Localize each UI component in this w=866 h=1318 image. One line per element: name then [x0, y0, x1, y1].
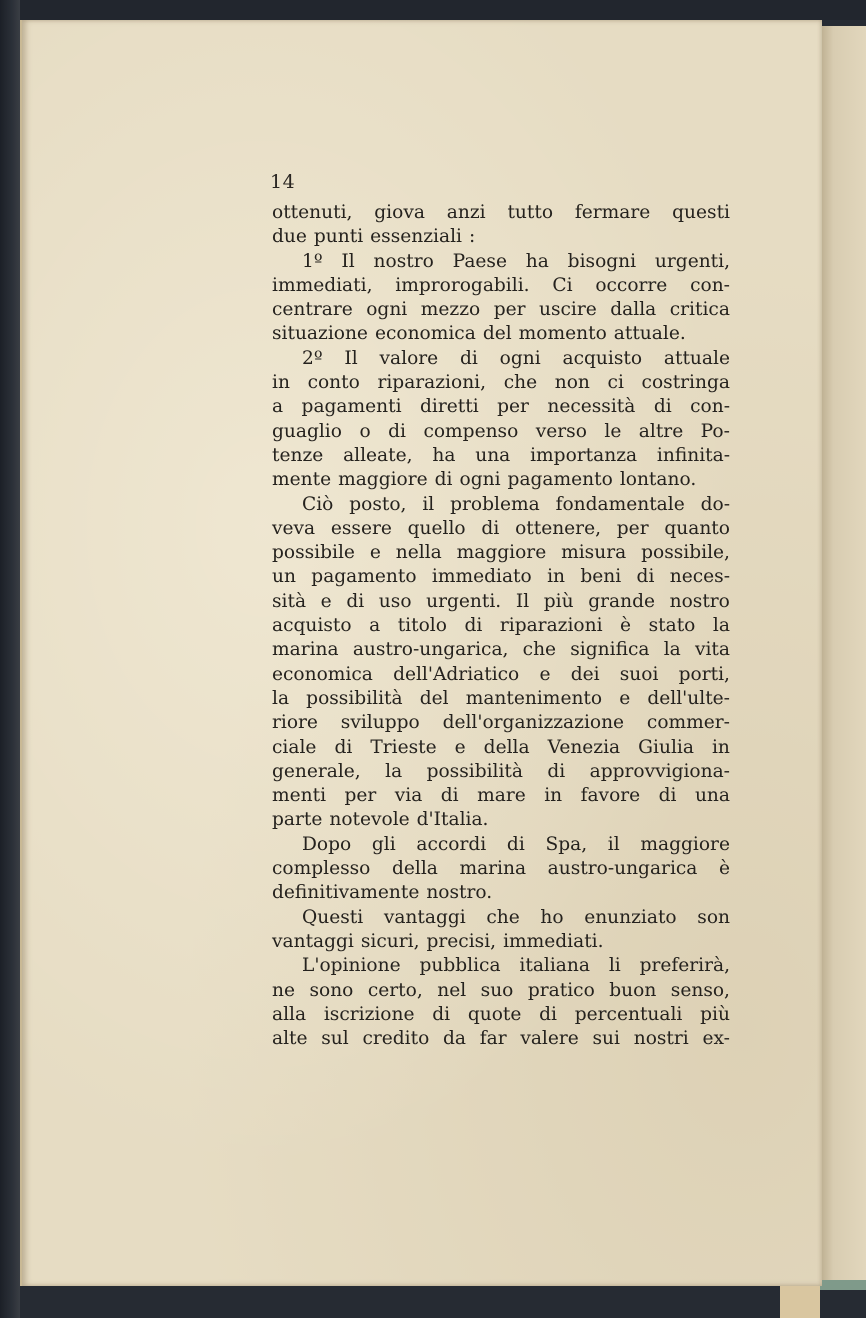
- word: sicuri,: [360, 930, 420, 952]
- text-line: [272, 614, 730, 638]
- word: dei: [570, 663, 600, 685]
- text-line: [272, 1003, 730, 1027]
- word: e: [539, 663, 551, 685]
- word: enunziato: [584, 906, 677, 928]
- text-line: [272, 808, 730, 832]
- text-line: [272, 565, 730, 589]
- word: sviluppo: [340, 712, 420, 734]
- bookmark-tab: [780, 1284, 820, 1318]
- word: punti: [313, 226, 364, 248]
- word: misura: [561, 542, 627, 564]
- text-line: [272, 833, 730, 857]
- text-line: [272, 347, 730, 371]
- word: conto: [307, 372, 360, 394]
- word: la: [385, 760, 403, 782]
- word: tenze: [272, 444, 324, 466]
- word: il: [422, 493, 435, 515]
- word: di: [658, 785, 677, 807]
- text-line: [272, 250, 730, 274]
- word: mente: [272, 469, 332, 491]
- word: della: [483, 736, 530, 758]
- word: nel: [437, 979, 467, 1001]
- word: notevole: [329, 809, 410, 831]
- word: fondamentale: [555, 493, 685, 515]
- word: possibile: [272, 542, 355, 564]
- text-line: [272, 857, 730, 881]
- word: per: [497, 396, 529, 418]
- word: veva: [272, 517, 316, 539]
- word: guaglio: [272, 420, 342, 442]
- word: ottenere,: [515, 517, 601, 539]
- word: 2º: [302, 347, 323, 369]
- word: marina: [272, 639, 339, 661]
- word: più: [543, 590, 574, 612]
- text-line: [272, 201, 730, 225]
- word: ha: [432, 444, 456, 466]
- word: problema: [450, 493, 540, 515]
- word: con-: [690, 396, 730, 418]
- word: 1º: [302, 250, 323, 272]
- word: ciale: [272, 736, 317, 758]
- word: pubblica: [419, 955, 501, 977]
- word: uso: [378, 590, 412, 612]
- word: quello: [407, 517, 466, 539]
- word: riparazioni: [499, 615, 603, 637]
- word: nostro: [373, 250, 434, 272]
- word: favore: [580, 785, 641, 807]
- word: percentuali: [574, 1003, 683, 1025]
- word: Il: [341, 250, 355, 272]
- word: accordi: [416, 833, 487, 855]
- text-line: [272, 298, 730, 322]
- word: dalla: [610, 299, 657, 321]
- word: maggiore: [456, 542, 547, 564]
- word: che: [522, 639, 557, 661]
- word: più: [700, 1003, 730, 1025]
- word: verso: [535, 420, 587, 442]
- word: del: [482, 323, 512, 345]
- page-number: 14: [270, 171, 296, 193]
- word: approvvigiona-: [589, 760, 730, 782]
- text-line: [272, 517, 730, 541]
- word: quote: [467, 1003, 522, 1025]
- text-line: [272, 954, 730, 978]
- word: alte: [272, 1028, 308, 1050]
- word: occorre: [595, 274, 668, 296]
- word: centrare: [272, 299, 353, 321]
- word: suo: [480, 979, 514, 1001]
- word: di: [547, 760, 566, 782]
- word: sità: [272, 590, 307, 612]
- word: di: [539, 1003, 558, 1025]
- word: un: [272, 566, 296, 588]
- word: dell'Adriatico: [393, 663, 520, 685]
- word: credito: [362, 1028, 430, 1050]
- word: far: [479, 1028, 507, 1050]
- word: di: [346, 590, 365, 612]
- word: ex-: [702, 1028, 730, 1050]
- word: buon: [609, 979, 657, 1001]
- word: per: [344, 785, 377, 807]
- word: importanza: [530, 444, 638, 466]
- word: situazione: [272, 323, 368, 345]
- word: Po-: [700, 420, 730, 442]
- word: tutto: [507, 202, 554, 223]
- word: d'Italia.: [416, 809, 489, 831]
- word: altre: [638, 420, 684, 442]
- word: per: [616, 517, 649, 539]
- word: grande: [588, 590, 655, 612]
- word: di: [481, 517, 500, 539]
- word: riore: [272, 712, 318, 734]
- word: di: [464, 615, 483, 637]
- text-line: [272, 784, 730, 808]
- word: immediati.: [503, 930, 604, 952]
- word: certo,: [367, 979, 423, 1001]
- text-line: [272, 420, 730, 444]
- word: pagamenti: [301, 396, 402, 418]
- book-edge-left: [0, 0, 20, 1318]
- word: mezzo: [420, 299, 481, 321]
- text-line: [272, 225, 730, 249]
- word: titolo: [397, 615, 447, 637]
- word: nella: [395, 542, 442, 564]
- word: Ciò: [302, 493, 334, 515]
- word: improrogabili.: [395, 274, 530, 296]
- word: del: [419, 687, 449, 709]
- word: dell'ulte-: [647, 687, 730, 709]
- word: nostro.: [426, 882, 493, 904]
- word: immediati,: [272, 274, 373, 296]
- word: nostri: [633, 1028, 689, 1050]
- word: parte: [272, 809, 323, 831]
- word: e: [320, 590, 332, 612]
- word: son: [697, 906, 730, 928]
- word: austro-ungarica,: [352, 639, 509, 661]
- word: fermare: [574, 202, 651, 223]
- word: precisi,: [426, 930, 497, 952]
- word: quanto: [664, 517, 730, 539]
- text-line: [272, 444, 730, 468]
- word: Ci: [552, 274, 573, 296]
- word: possibilità: [426, 760, 523, 782]
- text-line: [272, 1027, 730, 1051]
- text-line: [272, 371, 730, 395]
- word: Questi: [302, 906, 364, 928]
- text-line: [272, 590, 730, 614]
- word: alleate,: [343, 444, 413, 466]
- word: il: [607, 833, 620, 855]
- word: senso,: [670, 979, 730, 1001]
- word: che: [486, 906, 520, 928]
- word: in: [547, 566, 566, 588]
- word: anzi: [446, 202, 486, 223]
- word: valere: [520, 1028, 579, 1050]
- word: di: [653, 396, 672, 418]
- word: pagamento: [311, 566, 417, 588]
- word: ha: [525, 250, 549, 272]
- word: Venezia: [547, 736, 621, 758]
- word: bisogni: [567, 250, 637, 272]
- word: porti,: [678, 663, 730, 685]
- word: mantenimento: [465, 687, 603, 709]
- text-line: [272, 663, 730, 687]
- word: dell'organizzazione: [442, 712, 625, 734]
- text-line: [272, 736, 730, 760]
- word: vita: [694, 639, 730, 661]
- word: neces-: [669, 566, 730, 588]
- word: li: [608, 955, 621, 977]
- word: Il: [515, 590, 530, 612]
- text-line: [272, 979, 730, 1003]
- text-line: [272, 322, 730, 346]
- word: gli: [371, 833, 396, 855]
- word: e: [454, 736, 466, 758]
- word: economica: [374, 323, 476, 345]
- word: necessità: [547, 396, 636, 418]
- word: per: [493, 299, 526, 321]
- word: nostro: [669, 590, 730, 612]
- word: ottenuti,: [272, 202, 353, 223]
- word: definitivamente: [272, 882, 420, 904]
- word: Spa,: [545, 833, 588, 855]
- text-line: [272, 930, 730, 954]
- word: acquisto: [562, 347, 643, 369]
- word: sul: [321, 1028, 349, 1050]
- word: Giulia: [638, 736, 694, 758]
- word: pratico: [527, 979, 595, 1001]
- word: lontano.: [619, 469, 697, 491]
- word: di: [434, 469, 453, 491]
- word: mare: [477, 785, 526, 807]
- text-line: [272, 906, 730, 930]
- word: essenziali: [370, 226, 462, 248]
- word: attuale.: [613, 323, 686, 345]
- word: urgenti,: [654, 250, 730, 272]
- word: stato: [648, 615, 696, 637]
- word: vantaggi: [383, 906, 466, 928]
- word: e: [369, 542, 381, 564]
- word: ho: [540, 906, 564, 928]
- word: pagamento: [507, 469, 613, 491]
- word: L'opinione: [302, 955, 401, 977]
- scan-background-top: [0, 0, 866, 20]
- text-line: [272, 541, 730, 565]
- word: significa: [570, 639, 650, 661]
- word: la: [272, 687, 290, 709]
- word: critica: [669, 299, 730, 321]
- word: riparazioni,: [377, 372, 487, 394]
- word: a: [369, 615, 381, 637]
- word: ogni: [366, 299, 408, 321]
- word: di: [440, 785, 459, 807]
- word: ne: [272, 979, 295, 1001]
- word: ogni: [499, 347, 541, 369]
- word: Paese: [452, 250, 507, 272]
- text-line: [272, 274, 730, 298]
- word: è: [718, 858, 730, 880]
- word: posto,: [349, 493, 407, 515]
- word: Il: [344, 347, 358, 369]
- word: maggiore: [640, 833, 730, 855]
- word: di: [506, 833, 525, 855]
- word: e: [619, 687, 631, 709]
- word: preferirà,: [639, 955, 730, 977]
- word: marina: [459, 858, 527, 880]
- word: una: [475, 444, 511, 466]
- word: non: [554, 372, 590, 394]
- word: immediato: [431, 566, 532, 588]
- word: una: [694, 785, 730, 807]
- word: Trieste: [370, 736, 437, 758]
- word: beni: [580, 566, 622, 588]
- word: attuale: [663, 347, 730, 369]
- word: giova: [374, 202, 425, 223]
- word: possibile,: [641, 542, 730, 564]
- word: di: [388, 420, 406, 442]
- word: è: [620, 615, 632, 637]
- word: generale,: [272, 760, 361, 782]
- word: della: [391, 858, 438, 880]
- text-line: [272, 493, 730, 517]
- word: do-: [700, 493, 730, 515]
- word: alla: [272, 1003, 307, 1025]
- page-text-block: [272, 201, 730, 1051]
- word: acquisto: [272, 615, 352, 637]
- text-line: [272, 395, 730, 419]
- word: ogni: [459, 469, 501, 491]
- word: commer-: [646, 712, 730, 734]
- word: diretti: [420, 396, 479, 418]
- word: di: [432, 1003, 451, 1025]
- word: :: [468, 226, 476, 248]
- text-line: [272, 760, 730, 784]
- word: momento: [518, 323, 607, 345]
- word: compenso: [423, 420, 519, 442]
- word: urgenti.: [426, 590, 502, 612]
- word: in: [544, 785, 563, 807]
- word: menti: [272, 785, 327, 807]
- word: la: [712, 615, 730, 637]
- word: iscrizione: [323, 1003, 415, 1025]
- text-line: [272, 881, 730, 905]
- text-line: [272, 638, 730, 662]
- word: la: [663, 639, 681, 661]
- word: da: [443, 1028, 467, 1050]
- next-page-strip: [818, 1280, 866, 1290]
- word: di: [334, 736, 353, 758]
- word: complesso: [272, 858, 371, 880]
- word: Dopo: [302, 833, 352, 855]
- word: possibilità: [306, 687, 403, 709]
- word: via: [394, 785, 423, 807]
- text-line: [272, 687, 730, 711]
- word: in: [272, 372, 290, 394]
- word: in: [711, 736, 730, 758]
- word: sui: [592, 1028, 620, 1050]
- word: questi: [672, 202, 730, 223]
- word: austro-ungarica: [547, 858, 698, 880]
- next-page-edge: [818, 26, 866, 1288]
- word: vantaggi: [272, 930, 354, 952]
- word: uscire: [539, 299, 597, 321]
- word: di: [636, 566, 655, 588]
- word: ci: [607, 372, 624, 394]
- word: suoi: [619, 663, 659, 685]
- text-line: [272, 468, 730, 492]
- text-line: [272, 711, 730, 735]
- word: le: [604, 420, 622, 442]
- word: maggiore: [338, 469, 428, 491]
- word: economica: [272, 663, 373, 685]
- word: sono: [309, 979, 354, 1001]
- word: con-: [690, 274, 730, 296]
- word: valore: [379, 347, 439, 369]
- word: essere: [330, 517, 392, 539]
- word: o: [359, 420, 371, 442]
- word: costringa: [641, 372, 730, 394]
- word: di: [459, 347, 478, 369]
- word: due: [272, 226, 307, 248]
- word: a: [272, 396, 284, 418]
- word: italiana: [519, 955, 590, 977]
- word: infinita-: [656, 444, 730, 466]
- word: che: [503, 372, 538, 394]
